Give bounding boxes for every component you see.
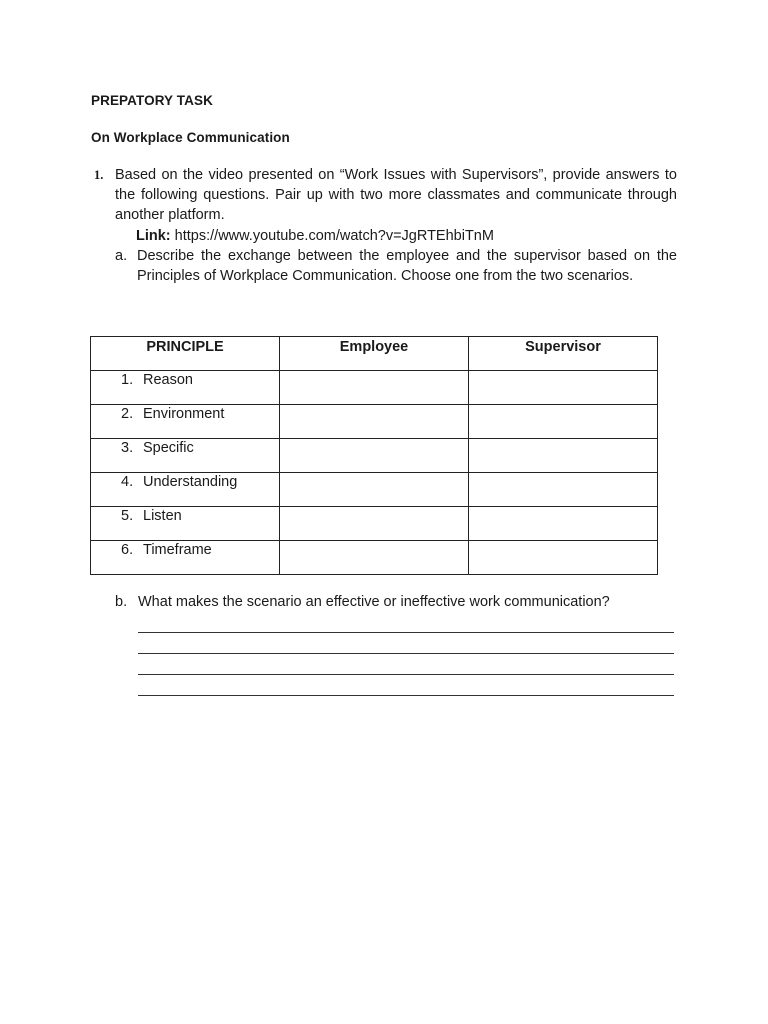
employee-cell[interactable] — [280, 507, 469, 541]
principle-label: Understanding — [143, 474, 238, 490]
supervisor-cell[interactable] — [469, 541, 658, 575]
part-b-text: What makes the scenario an effective or ineffective work communication? — [138, 594, 610, 610]
principle-number: 5. — [121, 508, 134, 524]
principle-cell — [91, 405, 280, 439]
principle-label: Environment — [143, 406, 225, 422]
employee-cell[interactable] — [280, 541, 469, 575]
part-a-text: Describe the exchange between the employee and the supervisor based on the Principles of Workplace Communication. Choose one from the two scenarios. — [137, 248, 677, 284]
principle-cell — [91, 541, 280, 575]
answer-lines — [138, 612, 674, 696]
table-row — [91, 473, 658, 507]
principle-label: Reason — [143, 372, 193, 388]
answer-line[interactable] — [138, 675, 674, 696]
document-subtitle: On Workplace Communication — [91, 130, 290, 145]
principle-cell — [91, 439, 280, 473]
employee-cell[interactable] — [280, 371, 469, 405]
answer-line[interactable] — [138, 633, 674, 654]
document-title: PREPATORY TASK — [91, 93, 213, 108]
table-header-row — [91, 337, 658, 371]
employee-cell[interactable] — [280, 473, 469, 507]
supervisor-cell[interactable] — [469, 405, 658, 439]
principle-number: 6. — [121, 542, 134, 558]
principle-number: 3. — [121, 440, 134, 456]
principle-cell — [91, 473, 280, 507]
principle-label: Listen — [143, 508, 182, 524]
video-link-line — [136, 226, 494, 246]
question-1-text: Based on the video presented on “Work Issues with Supervisors”, provide answers to the following questions. Pair up with two more classmates and communicate through another platform. — [115, 167, 677, 223]
question-1-number: 1. — [94, 168, 104, 182]
supervisor-cell[interactable] — [469, 473, 658, 507]
principle-cell — [91, 371, 280, 405]
supervisor-cell[interactable] — [469, 439, 658, 473]
table-row — [91, 507, 658, 541]
principle-number: 4. — [121, 474, 134, 490]
supervisor-cell[interactable] — [469, 371, 658, 405]
table-row — [91, 541, 658, 575]
table-row — [91, 371, 658, 405]
answer-line[interactable] — [138, 612, 674, 633]
principle-cell — [91, 507, 280, 541]
principle-label: Specific — [143, 440, 194, 456]
principle-label: Timeframe — [143, 542, 212, 558]
header-supervisor: Supervisor — [469, 337, 658, 371]
principle-number: 1. — [121, 372, 134, 388]
table-row — [91, 405, 658, 439]
header-employee: Employee — [280, 337, 469, 371]
answer-line[interactable] — [138, 654, 674, 675]
part-b-marker: b. — [115, 594, 128, 610]
video-link-url[interactable]: https://www.youtube.com/watch?v=JgRTEhbiTnM — [174, 228, 494, 244]
principle-number: 2. — [121, 406, 134, 422]
principles-table — [90, 336, 658, 575]
employee-cell[interactable] — [280, 405, 469, 439]
table-row — [91, 439, 658, 473]
link-label: Link: — [136, 228, 171, 244]
supervisor-cell[interactable] — [469, 507, 658, 541]
question-1-part-b — [115, 592, 610, 612]
employee-cell[interactable] — [280, 439, 469, 473]
header-principle: PRINCIPLE — [91, 337, 280, 371]
part-a-marker: a. — [115, 248, 128, 264]
